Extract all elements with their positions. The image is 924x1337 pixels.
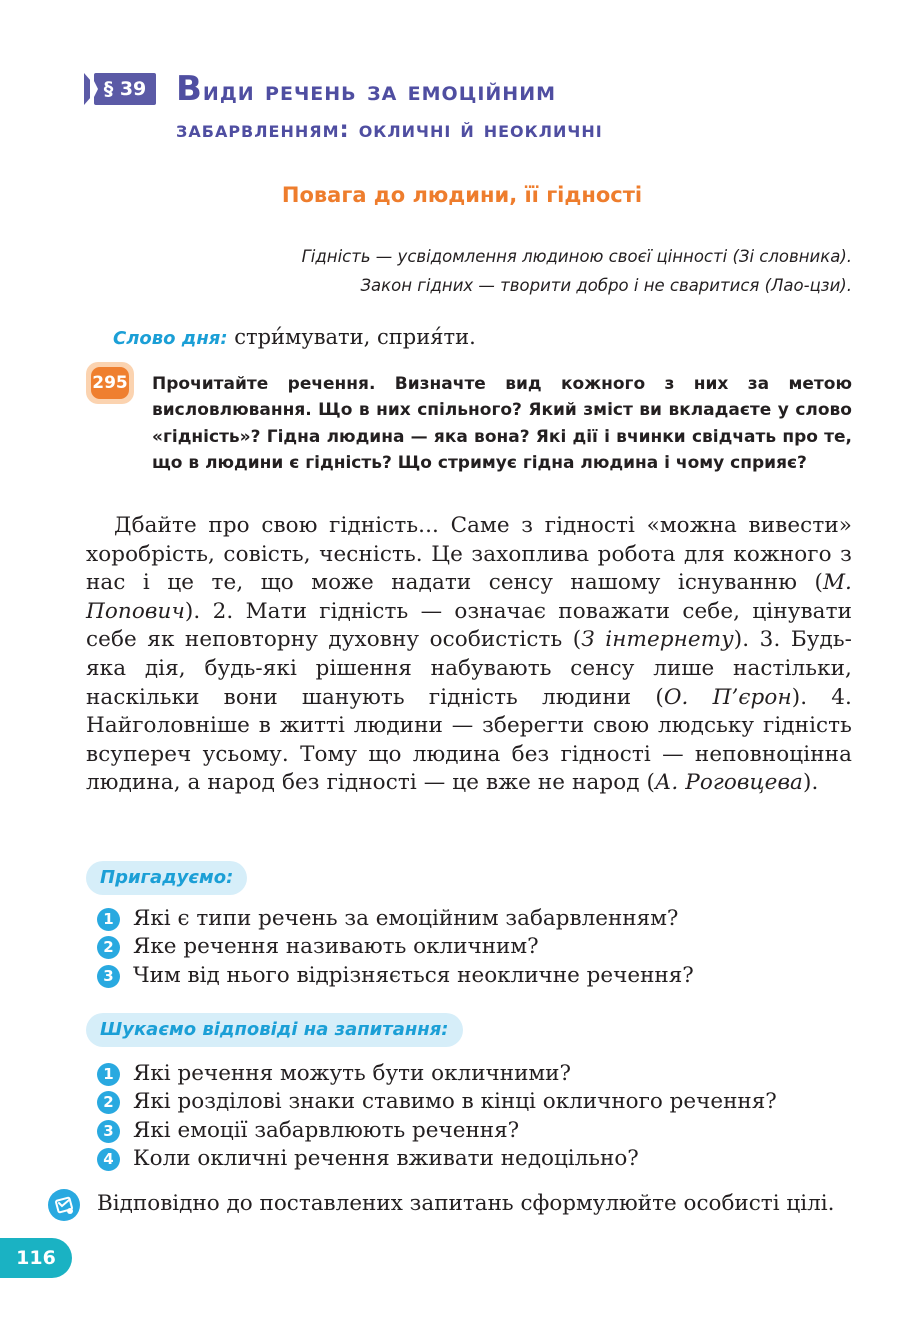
list-item: [97, 962, 867, 990]
number-badge: 2: [97, 1091, 120, 1114]
section-number: § 39: [94, 73, 156, 105]
section-marker: [84, 73, 156, 105]
chapter-title: [176, 70, 876, 149]
text-part: ).: [802, 770, 819, 796]
search-answers-label: Шукаємо відповіді на запитання:: [86, 1013, 463, 1047]
goal-text: Відповідно до поставлених запитань сформулюйте особисті цілі.: [97, 1191, 835, 1216]
number-badge: 1: [97, 1063, 120, 1086]
question-text: Які є типи речень за емоційним забарвленням?: [133, 906, 679, 931]
list-item: [97, 1145, 867, 1173]
chapter-title-line2: забарвленням: окличні й неокличні: [176, 117, 603, 143]
author-attribution: А. Роговцева: [655, 770, 803, 796]
list-item: [97, 933, 867, 961]
author-attribution: О. П’єрон: [663, 684, 792, 710]
title-line1-rest: иди речень за емоційним: [202, 76, 557, 107]
word-of-day-words: стри́мувати, сприя́ти.: [234, 325, 476, 349]
number-badge: 3: [97, 1120, 120, 1143]
exercise-number: 295: [91, 367, 129, 399]
word-of-day-label: Слово дня:: [113, 328, 228, 349]
question-text: Які речення можуть бути окличними?: [133, 1061, 571, 1086]
goal-icon: [48, 1189, 80, 1221]
exercise-paragraph: [86, 512, 852, 798]
author-attribution: М. Попович: [86, 570, 852, 624]
question-text: Які емоції забарвлюють речення?: [133, 1117, 520, 1143]
search-list: [97, 1060, 867, 1174]
exercise-badge: [86, 362, 134, 404]
exercise-text: [86, 512, 852, 798]
title-initial: В: [176, 69, 203, 109]
number-badge: 3: [97, 965, 120, 988]
number-badge: 1: [97, 908, 120, 931]
question-text: Коли окличні речення вживати недоцільно?: [133, 1146, 639, 1172]
epigraph-line-2: Закон гідних — творити добро і не сваритися (Лао-цзи).: [360, 276, 852, 295]
text-part: Дбайте про свою гідність... Саме з гідності «можна вивести» хоробрість, совість, чесність. Це захоплива робота для кожного з нас і це те, що може надати сенсу нашому існуванню (: [86, 513, 852, 596]
exercise-task: Прочитайте речення. Визначте вид кожного з них за метою висловлювання. Що в них спільного? Який зміст ви вкладаєте у слово «гідність»? Гідна людина — яка вона? Які дії і вчинки свідчать про те, що в людини є гідність? Що стримує гідна людина і чому сприяє?: [152, 374, 852, 473]
recall-list: [97, 905, 867, 990]
list-item: [97, 905, 867, 933]
author-attribution: З інтернету: [581, 627, 734, 653]
chapter-title-line1: [176, 70, 876, 111]
text-part: ). 3. Будь-яка дія, будь-які рішення набувають сенсу лише настільки, наскільки вони шанують гідність людини (: [86, 627, 852, 710]
number-badge: 2: [97, 936, 120, 959]
goal-icon-graphic: [48, 1189, 80, 1221]
epigraph-line-1: Гідність — усвідомлення людиною своєї цінності (Зі словника).: [301, 247, 852, 266]
number-badge: 4: [97, 1148, 120, 1171]
list-item: [97, 1060, 867, 1088]
lesson-subtitle: Повага до людини, її гідності: [281, 183, 643, 207]
question-text: Які розділові знаки ставимо в кінці окличного речення?: [133, 1089, 777, 1115]
page-number: 116: [0, 1238, 72, 1278]
question-text: Чим від нього відрізняється неокличне речення?: [133, 962, 694, 988]
list-item: [97, 1088, 867, 1116]
recall-label: Пригадуємо:: [86, 861, 247, 895]
word-of-day: [113, 325, 476, 349]
text-part: ). 4. Найголовніше в житті людини — зберегти свою людську гідність всупереч усьому. Тому що людина без гідності — неповноцінна людина, а народ без гідності — це вже не народ (: [86, 684, 852, 796]
text-part: ). 2. Мати гідність — означає поважати себе, цінувати себе як неповторну духовну особистість (: [86, 598, 852, 653]
question-text: Яке речення називають окличним?: [133, 934, 539, 960]
list-item: [97, 1117, 867, 1145]
